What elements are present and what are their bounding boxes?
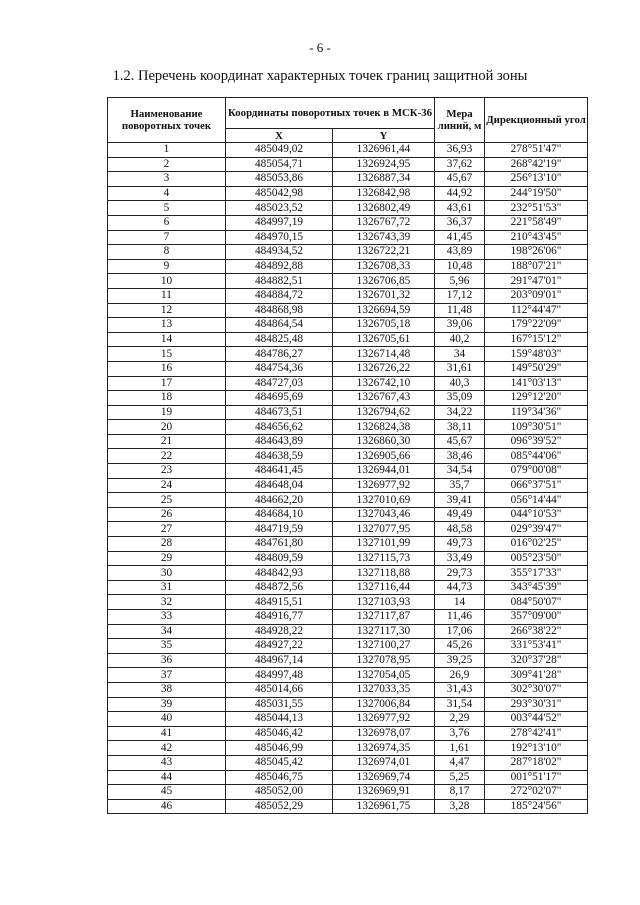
line-length-cell: 45,67 (435, 434, 485, 449)
direction-angle-cell: 210°43'45" (485, 230, 588, 245)
point-number-cell: 30 (108, 566, 226, 581)
x-coordinate-cell: 484761,80 (226, 537, 333, 552)
x-coordinate-cell: 484915,51 (226, 595, 333, 610)
table-row (108, 785, 588, 800)
line-length-cell: 34,54 (435, 464, 485, 479)
line-length-cell: 44,92 (435, 186, 485, 201)
table-row (108, 157, 588, 172)
direction-angle-cell: 084°50'07" (485, 595, 588, 610)
y-coordinate-cell: 1326969,74 (333, 770, 435, 785)
point-number-cell: 45 (108, 785, 226, 800)
line-length-cell: 29,73 (435, 566, 485, 581)
y-coordinate-cell: 1326969,91 (333, 785, 435, 800)
direction-angle-cell: 278°51'47" (485, 143, 588, 158)
point-number-cell: 29 (108, 551, 226, 566)
x-coordinate-cell: 484638,59 (226, 449, 333, 464)
direction-angle-cell: 185°24'56" (485, 799, 588, 814)
table-row (108, 493, 588, 508)
line-length-cell: 2,29 (435, 712, 485, 727)
y-coordinate-cell: 1327115,73 (333, 551, 435, 566)
y-coordinate-cell: 1326767,72 (333, 215, 435, 230)
y-coordinate-cell: 1327006,84 (333, 697, 435, 712)
table-row (108, 230, 588, 245)
y-coordinate-cell: 1326714,48 (333, 347, 435, 362)
point-number-cell: 32 (108, 595, 226, 610)
table-row (108, 186, 588, 201)
y-coordinate-cell: 1326860,30 (333, 434, 435, 449)
direction-angle-cell: 188°07'21" (485, 259, 588, 274)
direction-angle-cell: 129°12'20" (485, 391, 588, 406)
line-length-cell: 5,96 (435, 274, 485, 289)
table-row (108, 405, 588, 420)
y-coordinate-cell: 1326924,95 (333, 157, 435, 172)
y-coordinate-cell: 1327054,05 (333, 668, 435, 683)
direction-angle-cell: 221°58'49" (485, 215, 588, 230)
x-coordinate-cell: 485054,71 (226, 157, 333, 172)
x-coordinate-cell: 484872,56 (226, 580, 333, 595)
line-length-cell: 43,61 (435, 201, 485, 216)
table-row (108, 201, 588, 216)
x-coordinate-cell: 484884,72 (226, 288, 333, 303)
table-row (108, 288, 588, 303)
x-coordinate-cell: 484916,77 (226, 610, 333, 625)
header-coordinates: Координаты поворотных точек в МСК-36 (226, 98, 435, 129)
x-coordinate-cell: 484997,48 (226, 668, 333, 683)
point-number-cell: 8 (108, 245, 226, 260)
y-coordinate-cell: 1326944,01 (333, 464, 435, 479)
x-coordinate-cell: 485052,29 (226, 799, 333, 814)
header-direction-angle: Дирекционный угол (485, 98, 588, 143)
direction-angle-cell: 278°42'41" (485, 726, 588, 741)
point-number-cell: 9 (108, 259, 226, 274)
table-row (108, 347, 588, 362)
header-point-name: Наименование поворотных точек (108, 98, 226, 143)
y-coordinate-cell: 1326767,43 (333, 391, 435, 406)
x-coordinate-cell: 484868,98 (226, 303, 333, 318)
direction-angle-cell: 056°14'44" (485, 493, 588, 508)
line-length-cell: 10,48 (435, 259, 485, 274)
direction-angle-cell: 119°34'36" (485, 405, 588, 420)
direction-angle-cell: 291°47'01" (485, 274, 588, 289)
table-row (108, 726, 588, 741)
x-coordinate-cell: 485023,52 (226, 201, 333, 216)
direction-angle-cell: 016°02'25" (485, 537, 588, 552)
table-row (108, 478, 588, 493)
line-length-cell: 37,62 (435, 157, 485, 172)
point-number-cell: 26 (108, 507, 226, 522)
x-coordinate-cell: 484809,59 (226, 551, 333, 566)
x-coordinate-cell: 485031,55 (226, 697, 333, 712)
line-length-cell: 39,06 (435, 318, 485, 333)
table-row (108, 799, 588, 814)
x-coordinate-cell: 484825,48 (226, 332, 333, 347)
x-coordinate-cell: 484842,93 (226, 566, 333, 581)
header-y: Y (333, 129, 435, 143)
direction-angle-cell: 005°23'50" (485, 551, 588, 566)
line-length-cell: 4,47 (435, 755, 485, 770)
direction-angle-cell: 309°41'28" (485, 668, 588, 683)
point-number-cell: 36 (108, 653, 226, 668)
y-coordinate-cell: 1326974,01 (333, 755, 435, 770)
y-coordinate-cell: 1326706,85 (333, 274, 435, 289)
x-coordinate-cell: 485049,02 (226, 143, 333, 158)
direction-angle-cell: 331°53'41" (485, 639, 588, 654)
y-coordinate-cell: 1326887,34 (333, 172, 435, 187)
line-length-cell: 5,25 (435, 770, 485, 785)
point-number-cell: 40 (108, 712, 226, 727)
line-length-cell: 31,43 (435, 682, 485, 697)
line-length-cell: 3,76 (435, 726, 485, 741)
y-coordinate-cell: 1326978,07 (333, 726, 435, 741)
point-number-cell: 41 (108, 726, 226, 741)
direction-angle-cell: 029°39'47" (485, 522, 588, 537)
section-heading: 1.2. Перечень координат характерных точек границ защитной зоны (112, 68, 528, 84)
x-coordinate-cell: 484970,15 (226, 230, 333, 245)
y-coordinate-cell: 1327116,44 (333, 580, 435, 595)
table-row (108, 449, 588, 464)
y-coordinate-cell: 1327077,95 (333, 522, 435, 537)
x-coordinate-cell: 484641,45 (226, 464, 333, 479)
line-length-cell: 14 (435, 595, 485, 610)
line-length-cell: 26,9 (435, 668, 485, 683)
y-coordinate-cell: 1326977,92 (333, 478, 435, 493)
point-number-cell: 6 (108, 215, 226, 230)
direction-angle-cell: 001°51'17" (485, 770, 588, 785)
point-number-cell: 31 (108, 580, 226, 595)
line-length-cell: 48,58 (435, 522, 485, 537)
direction-angle-cell: 141°03'13" (485, 376, 588, 391)
x-coordinate-cell: 484892,88 (226, 259, 333, 274)
line-length-cell: 40,2 (435, 332, 485, 347)
y-coordinate-cell: 1326842,98 (333, 186, 435, 201)
direction-angle-cell: 287°18'02" (485, 755, 588, 770)
table-row (108, 624, 588, 639)
y-coordinate-cell: 1326708,33 (333, 259, 435, 274)
x-coordinate-cell: 484684,10 (226, 507, 333, 522)
y-coordinate-cell: 1326961,75 (333, 799, 435, 814)
table-row (108, 537, 588, 552)
header-line-length: Мера линий, м (435, 98, 485, 143)
table-row (108, 215, 588, 230)
line-length-cell: 11,48 (435, 303, 485, 318)
table-row (108, 580, 588, 595)
line-length-cell: 17,12 (435, 288, 485, 303)
coordinates-table (107, 97, 588, 814)
direction-angle-cell: 357°09'00" (485, 610, 588, 625)
y-coordinate-cell: 1327100,27 (333, 639, 435, 654)
line-length-cell: 43,89 (435, 245, 485, 260)
table-row (108, 361, 588, 376)
direction-angle-cell: 167°15'12" (485, 332, 588, 347)
direction-angle-cell: 085°44'06" (485, 449, 588, 464)
x-coordinate-cell: 484719,59 (226, 522, 333, 537)
point-number-cell: 3 (108, 172, 226, 187)
x-coordinate-cell: 484864,54 (226, 318, 333, 333)
line-length-cell: 35,09 (435, 391, 485, 406)
point-number-cell: 22 (108, 449, 226, 464)
page-number: - 6 - (309, 40, 331, 55)
point-number-cell: 35 (108, 639, 226, 654)
line-length-cell: 34,22 (435, 405, 485, 420)
point-number-cell: 5 (108, 201, 226, 216)
point-number-cell: 2 (108, 157, 226, 172)
line-length-cell: 44,73 (435, 580, 485, 595)
point-number-cell: 23 (108, 464, 226, 479)
x-coordinate-cell: 485044,13 (226, 712, 333, 727)
x-coordinate-cell: 484934,52 (226, 245, 333, 260)
point-number-cell: 14 (108, 332, 226, 347)
line-length-cell: 38,11 (435, 420, 485, 435)
table-row (108, 172, 588, 187)
point-number-cell: 33 (108, 610, 226, 625)
line-length-cell: 36,37 (435, 215, 485, 230)
direction-angle-cell: 109°30'51" (485, 420, 588, 435)
point-number-cell: 34 (108, 624, 226, 639)
table-row (108, 668, 588, 683)
x-coordinate-cell: 485046,75 (226, 770, 333, 785)
point-number-cell: 46 (108, 799, 226, 814)
table-row (108, 376, 588, 391)
point-number-cell: 11 (108, 288, 226, 303)
x-coordinate-cell: 485052,00 (226, 785, 333, 800)
y-coordinate-cell: 1327078,95 (333, 653, 435, 668)
direction-angle-cell: 272°02'07" (485, 785, 588, 800)
direction-angle-cell: 149°50'29" (485, 361, 588, 376)
point-number-cell: 19 (108, 405, 226, 420)
direction-angle-cell: 256°13'10" (485, 172, 588, 187)
line-length-cell: 34 (435, 347, 485, 362)
direction-angle-cell: 268°42'19" (485, 157, 588, 172)
x-coordinate-cell: 484727,03 (226, 376, 333, 391)
direction-angle-cell: 355°17'33" (485, 566, 588, 581)
point-number-cell: 37 (108, 668, 226, 683)
x-coordinate-cell: 484662,20 (226, 493, 333, 508)
x-coordinate-cell: 485053,86 (226, 172, 333, 187)
direction-angle-cell: 232°51'53" (485, 201, 588, 216)
table-row (108, 259, 588, 274)
line-length-cell: 49,49 (435, 507, 485, 522)
line-length-cell: 35,7 (435, 478, 485, 493)
point-number-cell: 25 (108, 493, 226, 508)
x-coordinate-cell: 484643,89 (226, 434, 333, 449)
point-number-cell: 27 (108, 522, 226, 537)
line-length-cell: 11,46 (435, 610, 485, 625)
direction-angle-cell: 203°09'01" (485, 288, 588, 303)
table-row (108, 522, 588, 537)
point-number-cell: 7 (108, 230, 226, 245)
line-length-cell: 31,61 (435, 361, 485, 376)
line-length-cell: 33,49 (435, 551, 485, 566)
table-row (108, 682, 588, 697)
y-coordinate-cell: 1326694,59 (333, 303, 435, 318)
y-coordinate-cell: 1326705,18 (333, 318, 435, 333)
x-coordinate-cell: 484786,27 (226, 347, 333, 362)
point-number-cell: 24 (108, 478, 226, 493)
direction-angle-cell: 266°38'22" (485, 624, 588, 639)
x-coordinate-cell: 485046,42 (226, 726, 333, 741)
point-number-cell: 28 (108, 537, 226, 552)
x-coordinate-cell: 484927,22 (226, 639, 333, 654)
y-coordinate-cell: 1326742,10 (333, 376, 435, 391)
table-row (108, 318, 588, 333)
table-row (108, 464, 588, 479)
direction-angle-cell: 198°26'06" (485, 245, 588, 260)
line-length-cell: 3,28 (435, 799, 485, 814)
y-coordinate-cell: 1327033,35 (333, 682, 435, 697)
direction-angle-cell: 003°44'52" (485, 712, 588, 727)
table-row (108, 391, 588, 406)
point-number-cell: 43 (108, 755, 226, 770)
point-number-cell: 21 (108, 434, 226, 449)
direction-angle-cell: 179°22'09" (485, 318, 588, 333)
table-row (108, 697, 588, 712)
y-coordinate-cell: 1326905,66 (333, 449, 435, 464)
table-row (108, 143, 588, 158)
y-coordinate-cell: 1326705,61 (333, 332, 435, 347)
direction-angle-cell: 112°44'47" (485, 303, 588, 318)
point-number-cell: 17 (108, 376, 226, 391)
table-row (108, 245, 588, 260)
direction-angle-cell: 044°10'53" (485, 507, 588, 522)
y-coordinate-cell: 1327117,30 (333, 624, 435, 639)
line-length-cell: 17,06 (435, 624, 485, 639)
direction-angle-cell: 066°37'51" (485, 478, 588, 493)
line-length-cell: 38,46 (435, 449, 485, 464)
x-coordinate-cell: 484673,51 (226, 405, 333, 420)
point-number-cell: 18 (108, 391, 226, 406)
line-length-cell: 40,3 (435, 376, 485, 391)
direction-angle-cell: 079°00'08" (485, 464, 588, 479)
line-length-cell: 39,25 (435, 653, 485, 668)
table-row (108, 274, 588, 289)
y-coordinate-cell: 1326802,49 (333, 201, 435, 216)
point-number-cell: 13 (108, 318, 226, 333)
point-number-cell: 10 (108, 274, 226, 289)
point-number-cell: 12 (108, 303, 226, 318)
point-number-cell: 4 (108, 186, 226, 201)
point-number-cell: 42 (108, 741, 226, 756)
line-length-cell: 36,93 (435, 143, 485, 158)
x-coordinate-cell: 484754,36 (226, 361, 333, 376)
direction-angle-cell: 293°30'31" (485, 697, 588, 712)
table-row (108, 507, 588, 522)
table-row (108, 741, 588, 756)
table-row (108, 332, 588, 347)
y-coordinate-cell: 1327101,99 (333, 537, 435, 552)
y-coordinate-cell: 1327117,87 (333, 610, 435, 625)
direction-angle-cell: 096°39'52" (485, 434, 588, 449)
table-row (108, 420, 588, 435)
point-number-cell: 20 (108, 420, 226, 435)
x-coordinate-cell: 484967,14 (226, 653, 333, 668)
direction-angle-cell: 302°30'07" (485, 682, 588, 697)
x-coordinate-cell: 484648,04 (226, 478, 333, 493)
table-row (108, 712, 588, 727)
x-coordinate-cell: 484882,51 (226, 274, 333, 289)
line-length-cell: 8,17 (435, 785, 485, 800)
x-coordinate-cell: 484997,19 (226, 215, 333, 230)
table-row (108, 755, 588, 770)
y-coordinate-cell: 1327043,46 (333, 507, 435, 522)
y-coordinate-cell: 1327010,69 (333, 493, 435, 508)
x-coordinate-cell: 484695,69 (226, 391, 333, 406)
direction-angle-cell: 320°37'28" (485, 653, 588, 668)
point-number-cell: 1 (108, 143, 226, 158)
y-coordinate-cell: 1326977,92 (333, 712, 435, 727)
table-row (108, 770, 588, 785)
x-coordinate-cell: 484928,22 (226, 624, 333, 639)
x-coordinate-cell: 485046,99 (226, 741, 333, 756)
table-row (108, 653, 588, 668)
y-coordinate-cell: 1326722,21 (333, 245, 435, 260)
table-row (108, 595, 588, 610)
y-coordinate-cell: 1326701,32 (333, 288, 435, 303)
y-coordinate-cell: 1327118,88 (333, 566, 435, 581)
line-length-cell: 45,67 (435, 172, 485, 187)
point-number-cell: 39 (108, 697, 226, 712)
line-length-cell: 39,41 (435, 493, 485, 508)
y-coordinate-cell: 1327103,93 (333, 595, 435, 610)
x-coordinate-cell: 485042,98 (226, 186, 333, 201)
x-coordinate-cell: 484656,62 (226, 420, 333, 435)
table-row (108, 434, 588, 449)
point-number-cell: 16 (108, 361, 226, 376)
table-row (108, 610, 588, 625)
table-row (108, 551, 588, 566)
y-coordinate-cell: 1326726,22 (333, 361, 435, 376)
line-length-cell: 41,45 (435, 230, 485, 245)
direction-angle-cell: 192°13'10" (485, 741, 588, 756)
x-coordinate-cell: 485045,42 (226, 755, 333, 770)
line-length-cell: 49,73 (435, 537, 485, 552)
y-coordinate-cell: 1326824,38 (333, 420, 435, 435)
table-row (108, 566, 588, 581)
point-number-cell: 38 (108, 682, 226, 697)
y-coordinate-cell: 1326961,44 (333, 143, 435, 158)
point-number-cell: 44 (108, 770, 226, 785)
table-body (108, 143, 588, 814)
table-row (108, 303, 588, 318)
y-coordinate-cell: 1326794,62 (333, 405, 435, 420)
line-length-cell: 31,54 (435, 697, 485, 712)
line-length-cell: 1,61 (435, 741, 485, 756)
x-coordinate-cell: 485014,66 (226, 682, 333, 697)
direction-angle-cell: 159°48'03" (485, 347, 588, 362)
direction-angle-cell: 343°45'39" (485, 580, 588, 595)
header-x: X (226, 129, 333, 143)
table-row (108, 639, 588, 654)
y-coordinate-cell: 1326974,35 (333, 741, 435, 756)
y-coordinate-cell: 1326743,39 (333, 230, 435, 245)
line-length-cell: 45,26 (435, 639, 485, 654)
point-number-cell: 15 (108, 347, 226, 362)
direction-angle-cell: 244°19'50" (485, 186, 588, 201)
